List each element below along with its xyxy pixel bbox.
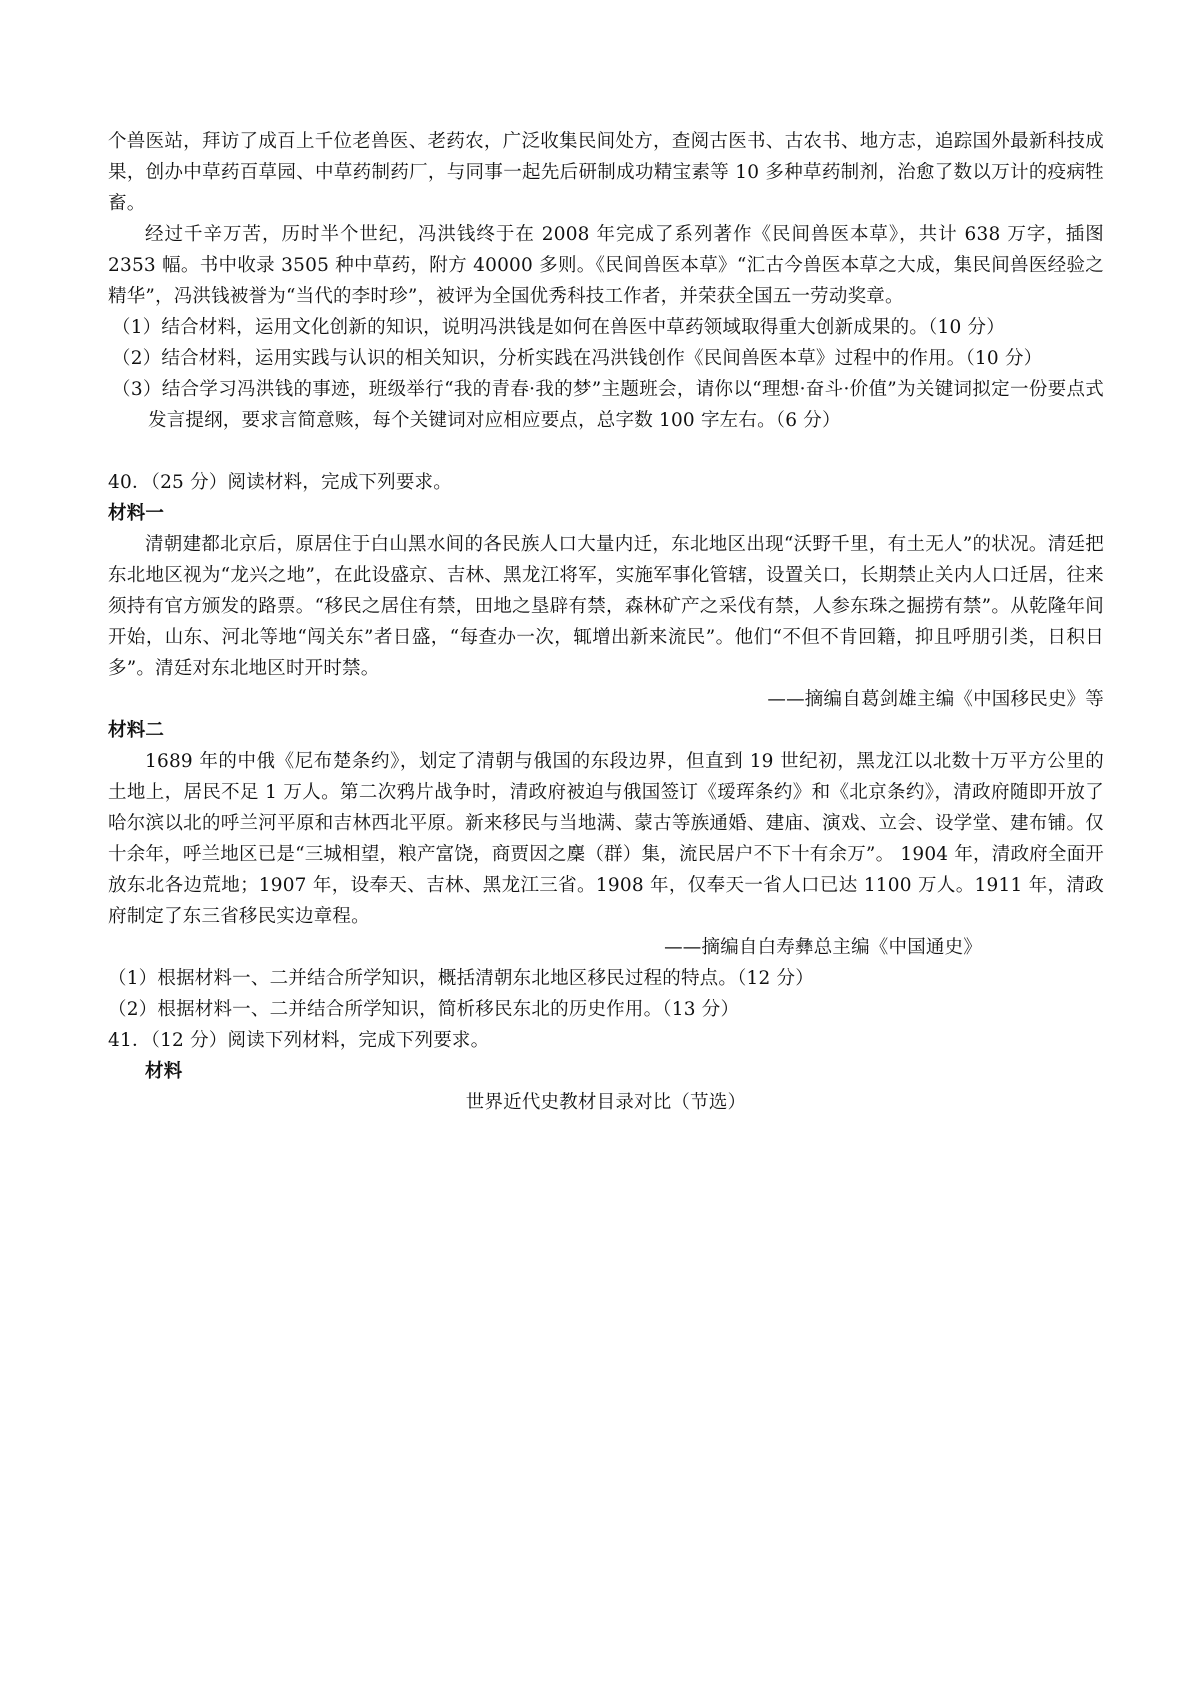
material-1-source: ——摘编自葛剑雄主编《中国移民史》等: [767, 689, 1104, 710]
question-40-title: 40．（25 分）阅读材料，完成下列要求。: [108, 472, 452, 493]
material-2-heading: 材料二: [108, 720, 165, 741]
table-caption: 世界近代史教材目录对比（节选）: [465, 1092, 747, 1113]
question-39-part-3: （3）结合学习冯洪钱的事迹，班级举行“我的青春·我的梦”主题班会，请你以“理想·奋斗·价值”为关键词拟定一份要点式发言提纲，要求言简意赅，每个关键词对应相应要点，总字数 100 字左右。（6 分）: [112, 379, 1104, 431]
question-39-part-2: （2）结合材料，运用实践与认识的相关知识，分析实践在冯洪钱创作《民间兽医本草》过程中的作用。（10 分）: [112, 348, 1043, 369]
material-1-heading: 材料一: [108, 503, 165, 524]
passage-39-paragraph-2: 经过千辛万苦，历时半个世纪，冯洪钱终于在 2008 年完成了系列著作《民间兽医本草》，共计 638 万字，插图 2353 幅。书中收录 3505 种中草药，附方 40000 多则。《民间兽医本草》“汇古今兽医本草之大成，集民间兽医经验之精华”，冯洪钱被誉为“当代的李时珍”，被评为全国优秀科技工作者，并荣获全国五一劳动奖章。: [108, 224, 1104, 307]
question-40-part-1: （1）根据材料一、二并结合所学知识，概括清朝东北地区移民过程的特点。（12 分）: [108, 968, 814, 989]
material-1-text: 清朝建都北京后，原居住于白山黑水间的各民族人口大量内迁，东北地区出现“沃野千里，有土无人”的状况。清廷把东北地区视为“龙兴之地”，在此设盛京、吉林、黑龙江将军，实施军事化管辖，设置关口，长期禁止关内人口迁居，往来须持有官方颁发的路票。“移民之居住有禁，田地之垦辟有禁，森林矿产之采伐有禁，人参东珠之掘捞有禁”。从乾隆年间开始，山东、河北等地“闯关东”者日盛，“每查办一次，辄增出新来流民”。他们“不但不肯回籍，抑且呼朋引类，日积日多”。清廷对东北地区时开时禁。: [108, 534, 1104, 679]
question-39-part-1: （1）结合材料，运用文化创新的知识，说明冯洪钱是如何在兽医中草药领域取得重大创新成果的。（10 分）: [112, 317, 1005, 338]
question-40-part-2: （2）根据材料一、二并结合所学知识，简析移民东北的历史作用。（13 分）: [108, 999, 740, 1020]
spacer: [108, 436, 1104, 467]
material-2-source: ——摘编自白寿彝总主编《中国通史》: [664, 937, 982, 958]
passage-39-paragraph-1: 个兽医站，拜访了成百上千位老兽医、老药农，广泛收集民间处方，查阅古医书、古农书、地方志，追踪国外最新科技成果，创办中草药百草园、中草药制药厂，与同事一起先后研制成功精宝素等 10 多种草药制剂，治愈了数以万计的疫病牲畜。: [108, 131, 1104, 214]
page-content: [108, 126, 1104, 1118]
question-41-material-heading: 材料: [145, 1061, 183, 1082]
question-41-title: 41．（12 分）阅读下列材料，完成下列要求。: [108, 1030, 490, 1051]
material-2-text: 1689 年的中俄《尼布楚条约》，划定了清朝与俄国的东段边界，但直到 19 世纪初，黑龙江以北数十万平方公里的土地上，居民不足 1 万人。第二次鸦片战争时，清政府被迫与俄国签订《瑷珲条约》和《北京条约》，清政府随即开放了哈尔滨以北的呼兰河平原和吉林西北平原。新来移民与当地满、蒙古等族通婚、建庙、演戏、立会、设学堂、建布铺。仅十余年，呼兰地区已是“三城相望，粮产富饶，商贾因之麇（群）集，流民居户不下十有余万”。 1904 年，清政府全面开放东北各边荒地；1907 年，设奉天、吉林、黑龙江三省。1908 年，仅奉天一省人口已达 1100 万人。1911 年，清政府制定了东三省移民实边章程。: [108, 751, 1104, 927]
